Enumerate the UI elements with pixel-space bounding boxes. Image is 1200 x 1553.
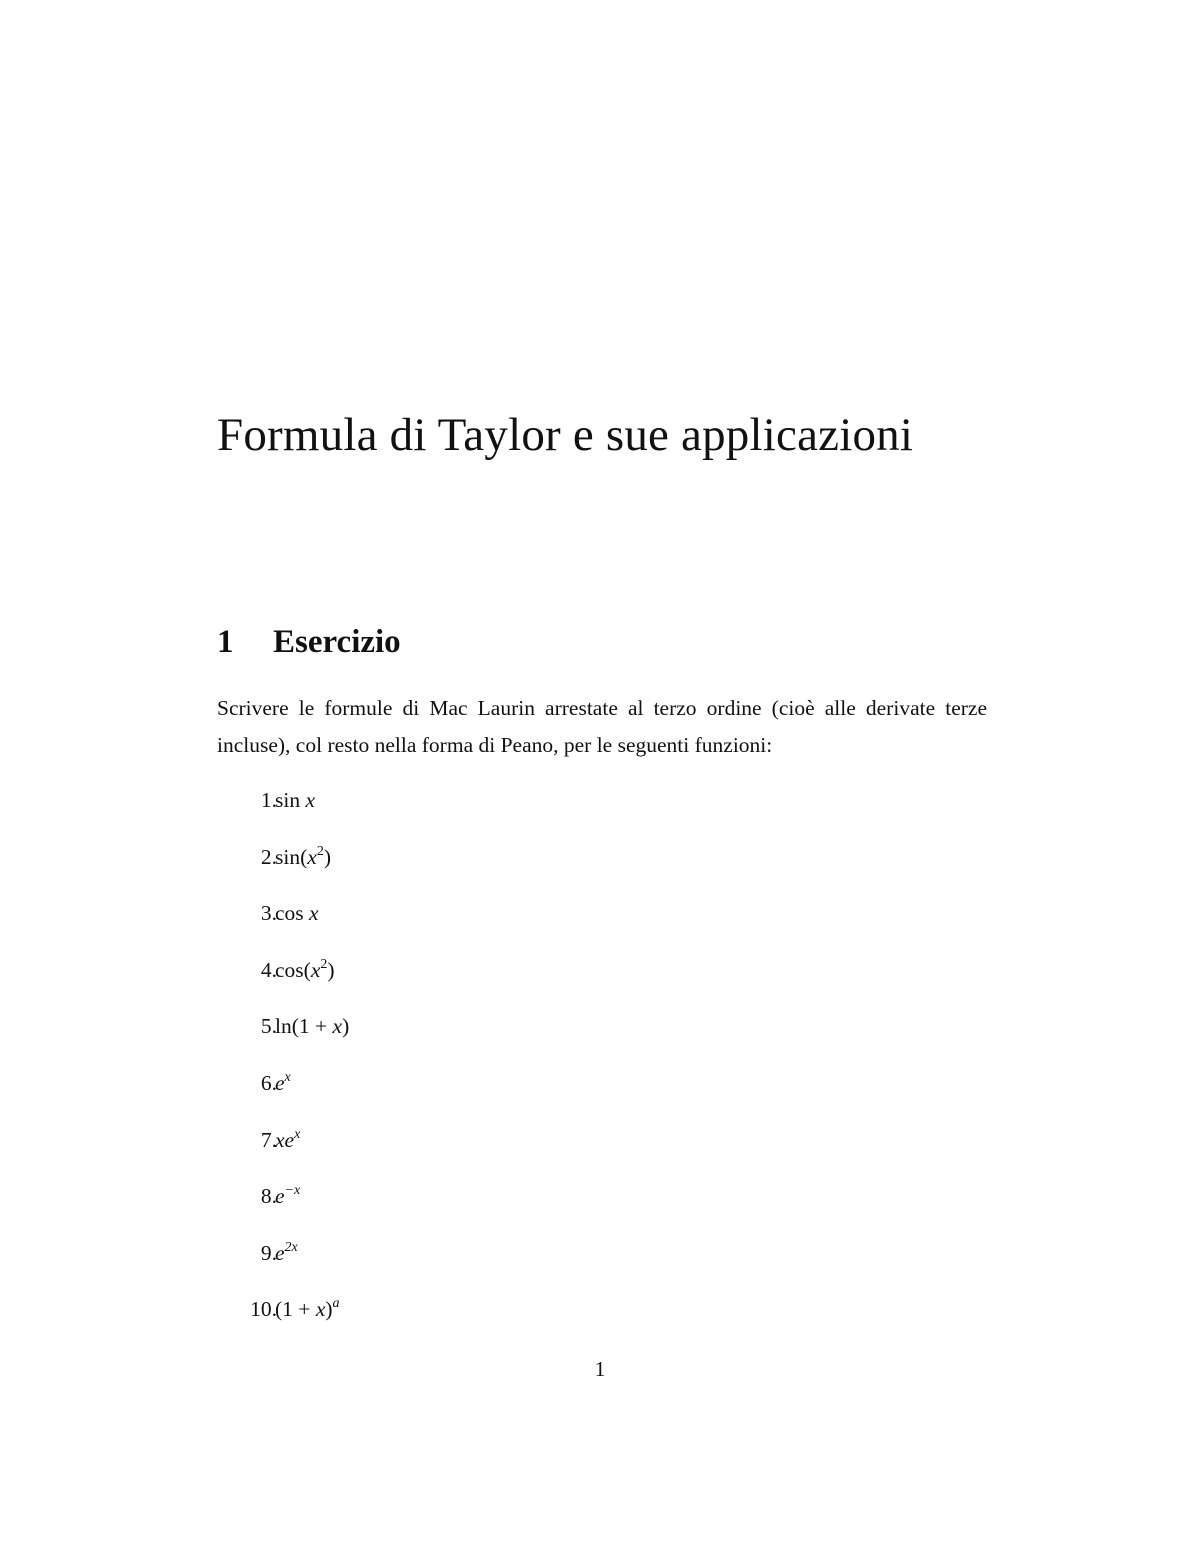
- item-number: 7.: [260, 1127, 277, 1152]
- item-formula: $xe^x$: [275, 1126, 301, 1152]
- item-number: 6.: [260, 1070, 277, 1095]
- list-item: [217, 1291, 917, 1348]
- section-title: Esercizio: [273, 624, 401, 660]
- item-formula: $\cos(x^2)$: [275, 956, 335, 982]
- item-number: 5.: [260, 1014, 277, 1039]
- item-formula: $\sin(x^2)$: [275, 843, 331, 869]
- section-heading: [217, 618, 401, 666]
- list-item: [217, 782, 917, 839]
- list-item: [217, 895, 917, 952]
- item-formula: $e^{2x}$: [275, 1239, 298, 1265]
- exercise-list: [217, 782, 917, 1348]
- list-item: [217, 1178, 917, 1235]
- item-number: 1.: [260, 788, 277, 812]
- section-number: 1: [217, 624, 234, 660]
- item-number: 9.: [260, 1240, 277, 1265]
- list-item: [217, 1122, 917, 1179]
- item-formula: $e^x$: [275, 1069, 291, 1095]
- item-formula: sin x: [275, 788, 316, 812]
- item-formula: ln(1 + x): [275, 1014, 350, 1039]
- item-formula: cos x: [275, 901, 319, 926]
- item-number: 8.: [260, 1184, 277, 1209]
- list-item: [217, 952, 917, 1009]
- page-number: 1: [594, 1357, 606, 1381]
- list-item: [217, 1065, 917, 1122]
- item-number: 10.: [250, 1297, 277, 1322]
- intro-paragraph: Scrivere le formule di Mac Laurin arrestate al terzo ordine (cioè alle derivate terze incluse), col resto nella forma di Peano, per le seguenti funzioni:: [217, 696, 987, 757]
- item-formula: $(1 + x)^a$: [275, 1296, 340, 1322]
- list-item: [217, 839, 917, 896]
- item-number: 3.: [260, 901, 277, 926]
- item-number: 4.: [260, 957, 277, 982]
- list-item: [217, 1008, 917, 1065]
- document-title: Formula di Taylor e sue applicazioni: [217, 409, 914, 461]
- item-formula: $e^{-x}$: [275, 1183, 301, 1209]
- list-item: [217, 1235, 917, 1292]
- item-number: 2.: [260, 844, 277, 869]
